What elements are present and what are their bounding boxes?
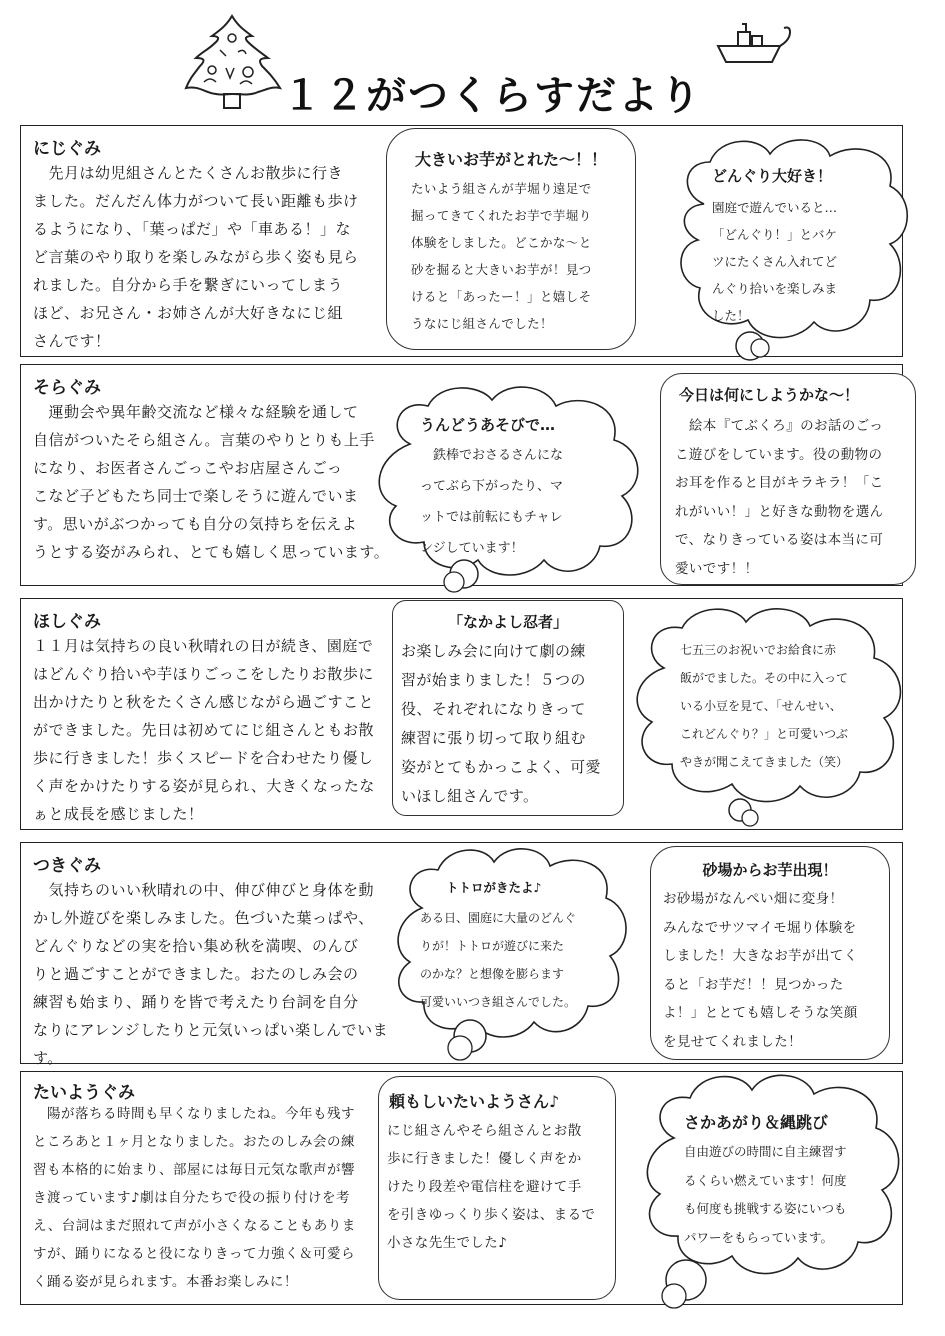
section-body: １１月は気持ちの良い秋晴れの日が続き、園庭で はどんぐり拾いや芋ほりごっこをしたりお散歩に 出かけたりと秋をたくさん感じながら過ごすこと ができました。先日は初めてにじ組さんともお散 歩に行きました！歩くスピードを合わせたり優し く声をかけたりする姿が見られ、大きくなったな ぁと成長を感じました！ (33, 637, 375, 823)
cloud-title: うんどうあそびで… (420, 416, 556, 434)
speech-box (386, 128, 636, 350)
ship-icon (716, 20, 794, 68)
speech-box (650, 846, 890, 1060)
cloud-body: 鉄棒でおさるさんにな ってぶら下がったり、マ ットでは前転にもチャレ ンジしています！ (420, 448, 564, 556)
section-title: そらぐみ (33, 378, 101, 398)
page-title: １２がつくらすだより (282, 73, 702, 119)
box-title: 砂場からお芋出現！ (702, 861, 838, 879)
box-body: 絵本『てぶくろ』のお話のごっ こ遊びをしています。役の動物の お耳を作ると目がキラキラ！「こ れがいい！」と好きな動物を選ん で、なりきっている姿は本当に可 愛いです！！ (675, 418, 884, 577)
cloud-title: さかあがり＆縄跳び (684, 1113, 829, 1132)
box-title: 「なかよし忍者」 (447, 613, 568, 631)
section-title: たいようぐみ (33, 1083, 135, 1103)
section-title: つきぐみ (33, 856, 101, 876)
speech-box (392, 600, 624, 816)
christmas-tree-icon (182, 12, 282, 120)
cloud-title: どんぐり大好き！ (712, 167, 833, 185)
cloud-body: 自由遊びの時間に自主練習す るくらい燃えています！何度 も何度も挑戦する姿にいつも パワーをもらっています。 (684, 1144, 847, 1245)
section-body: 運動会や異年齢交流など様々な経験を通して 自信がついたそら組さん。言葉のやりとりも上手 になり、お医者さんごっこやお店屋さんごっ こなど子どもたち同士で楽しそうに遊んでいま す。思いがぶつかっても自分の気持ちを伝えよ うとする姿がみられ、とても嬉しく思っています。 (33, 403, 390, 561)
section-title: にじぐみ (33, 139, 101, 159)
box-body: お砂場がなんぺい畑に変身！ みんなでサツマイモ堀り体験を しました！大きなお芋が出てく ると「お芋だ！！見つかった よ！」ととても嬉しそうな笑顔 を見せてくれました！ (663, 891, 858, 1050)
speech-box (378, 1076, 616, 1300)
box-title: 頼もしいたいようさん♪ (389, 1092, 560, 1111)
box-title: 今日は何にしようかな～！ (679, 386, 860, 404)
section-body: 先月は幼児組さんとたくさんお散歩に行き ました。だんだん体力がついて長い距離も歩け るようになり、「葉っぱだ」や「車ある！」な ど言葉のやり取りを楽しみながら歩く姿も見ら れました。自分から手を繋ぎにいってしまう ほど、お兄さん・お姉さんが大好きなにじ組 さんです！ (33, 164, 359, 350)
cloud-title: トトロがきたよ♪ (446, 880, 542, 895)
speech-box (660, 373, 916, 585)
box-body: たいよう組さんが芋堀り遠足で 掘ってきてくれたお芋で芋堀り 体験をしました。どこかな～と 砂を掘ると大きいお芋が！見つ けると「あったー！」と嬉しそ うなにじ組さんでした！ (411, 181, 592, 331)
section-body: 気持ちのいい秋晴れの中、伸び伸びと身体を動 かし外遊びを楽しみました。色づいた葉っぱや、 どんぐりなどの実を拾い集め秋を満喫、のんび りと過ごすことができました。おたのしみ会の 練習も始まり、踊りを皆で考えたり台詞を自分 なりにアレンジしたりと元気いっぱい楽しんでいます。 (33, 881, 389, 1067)
box-title: 大きいお芋がとれた～！！ (414, 150, 607, 169)
box-body: にじ組さんやそら組さんとお散 歩に行きました！優しく声をか けたり段差や電信柱を避けて手 を引きゆっくり歩く姿は、まるで 小さな先生でした♪ (387, 1123, 596, 1251)
section-body: 陽が落ちる時間も早くなりましたね。今年も残す ところあと１ヶ月となりました。おたのしみ会の練 習も本格的に始まり、部屋には毎日元気な歌声が響 き渡っています♪劇は自分たちで役の振り付けを考 え、台詞はまだ照れて声が小さくなることもありま すが、踊りになると役になりきって力強く＆可愛ら く踊る姿が見られます。本番お楽しみに！ (33, 1106, 356, 1290)
cloud-body: 七五三のお祝いでお給食に赤 飯がでました。その中に入って いる小豆を見て、「せんせい、 これどんぐり？」と可愛いつぶ やきが聞こえてきました（笑） (680, 643, 849, 769)
cloud-body: ある日、園庭に大量のどんぐ りが！トトロが遊びに来た のかな？と想像を膨らます 可愛いいつき組さんでした。 (420, 911, 577, 1009)
cloud-body: 園庭で遊んでいると… 「どんぐり！」とバケ ツにたくさん入れてど んぐり拾いを楽しみま した！ (712, 200, 838, 323)
section-title: ほしぐみ (33, 612, 101, 632)
box-body: お楽しみ会に向けて劇の練 習が始まりました！５つの 役、それぞれになりきって 練習に張り切って取り組む 姿がとてもかっこよく、可愛 いほし組さんです。 (401, 642, 601, 805)
